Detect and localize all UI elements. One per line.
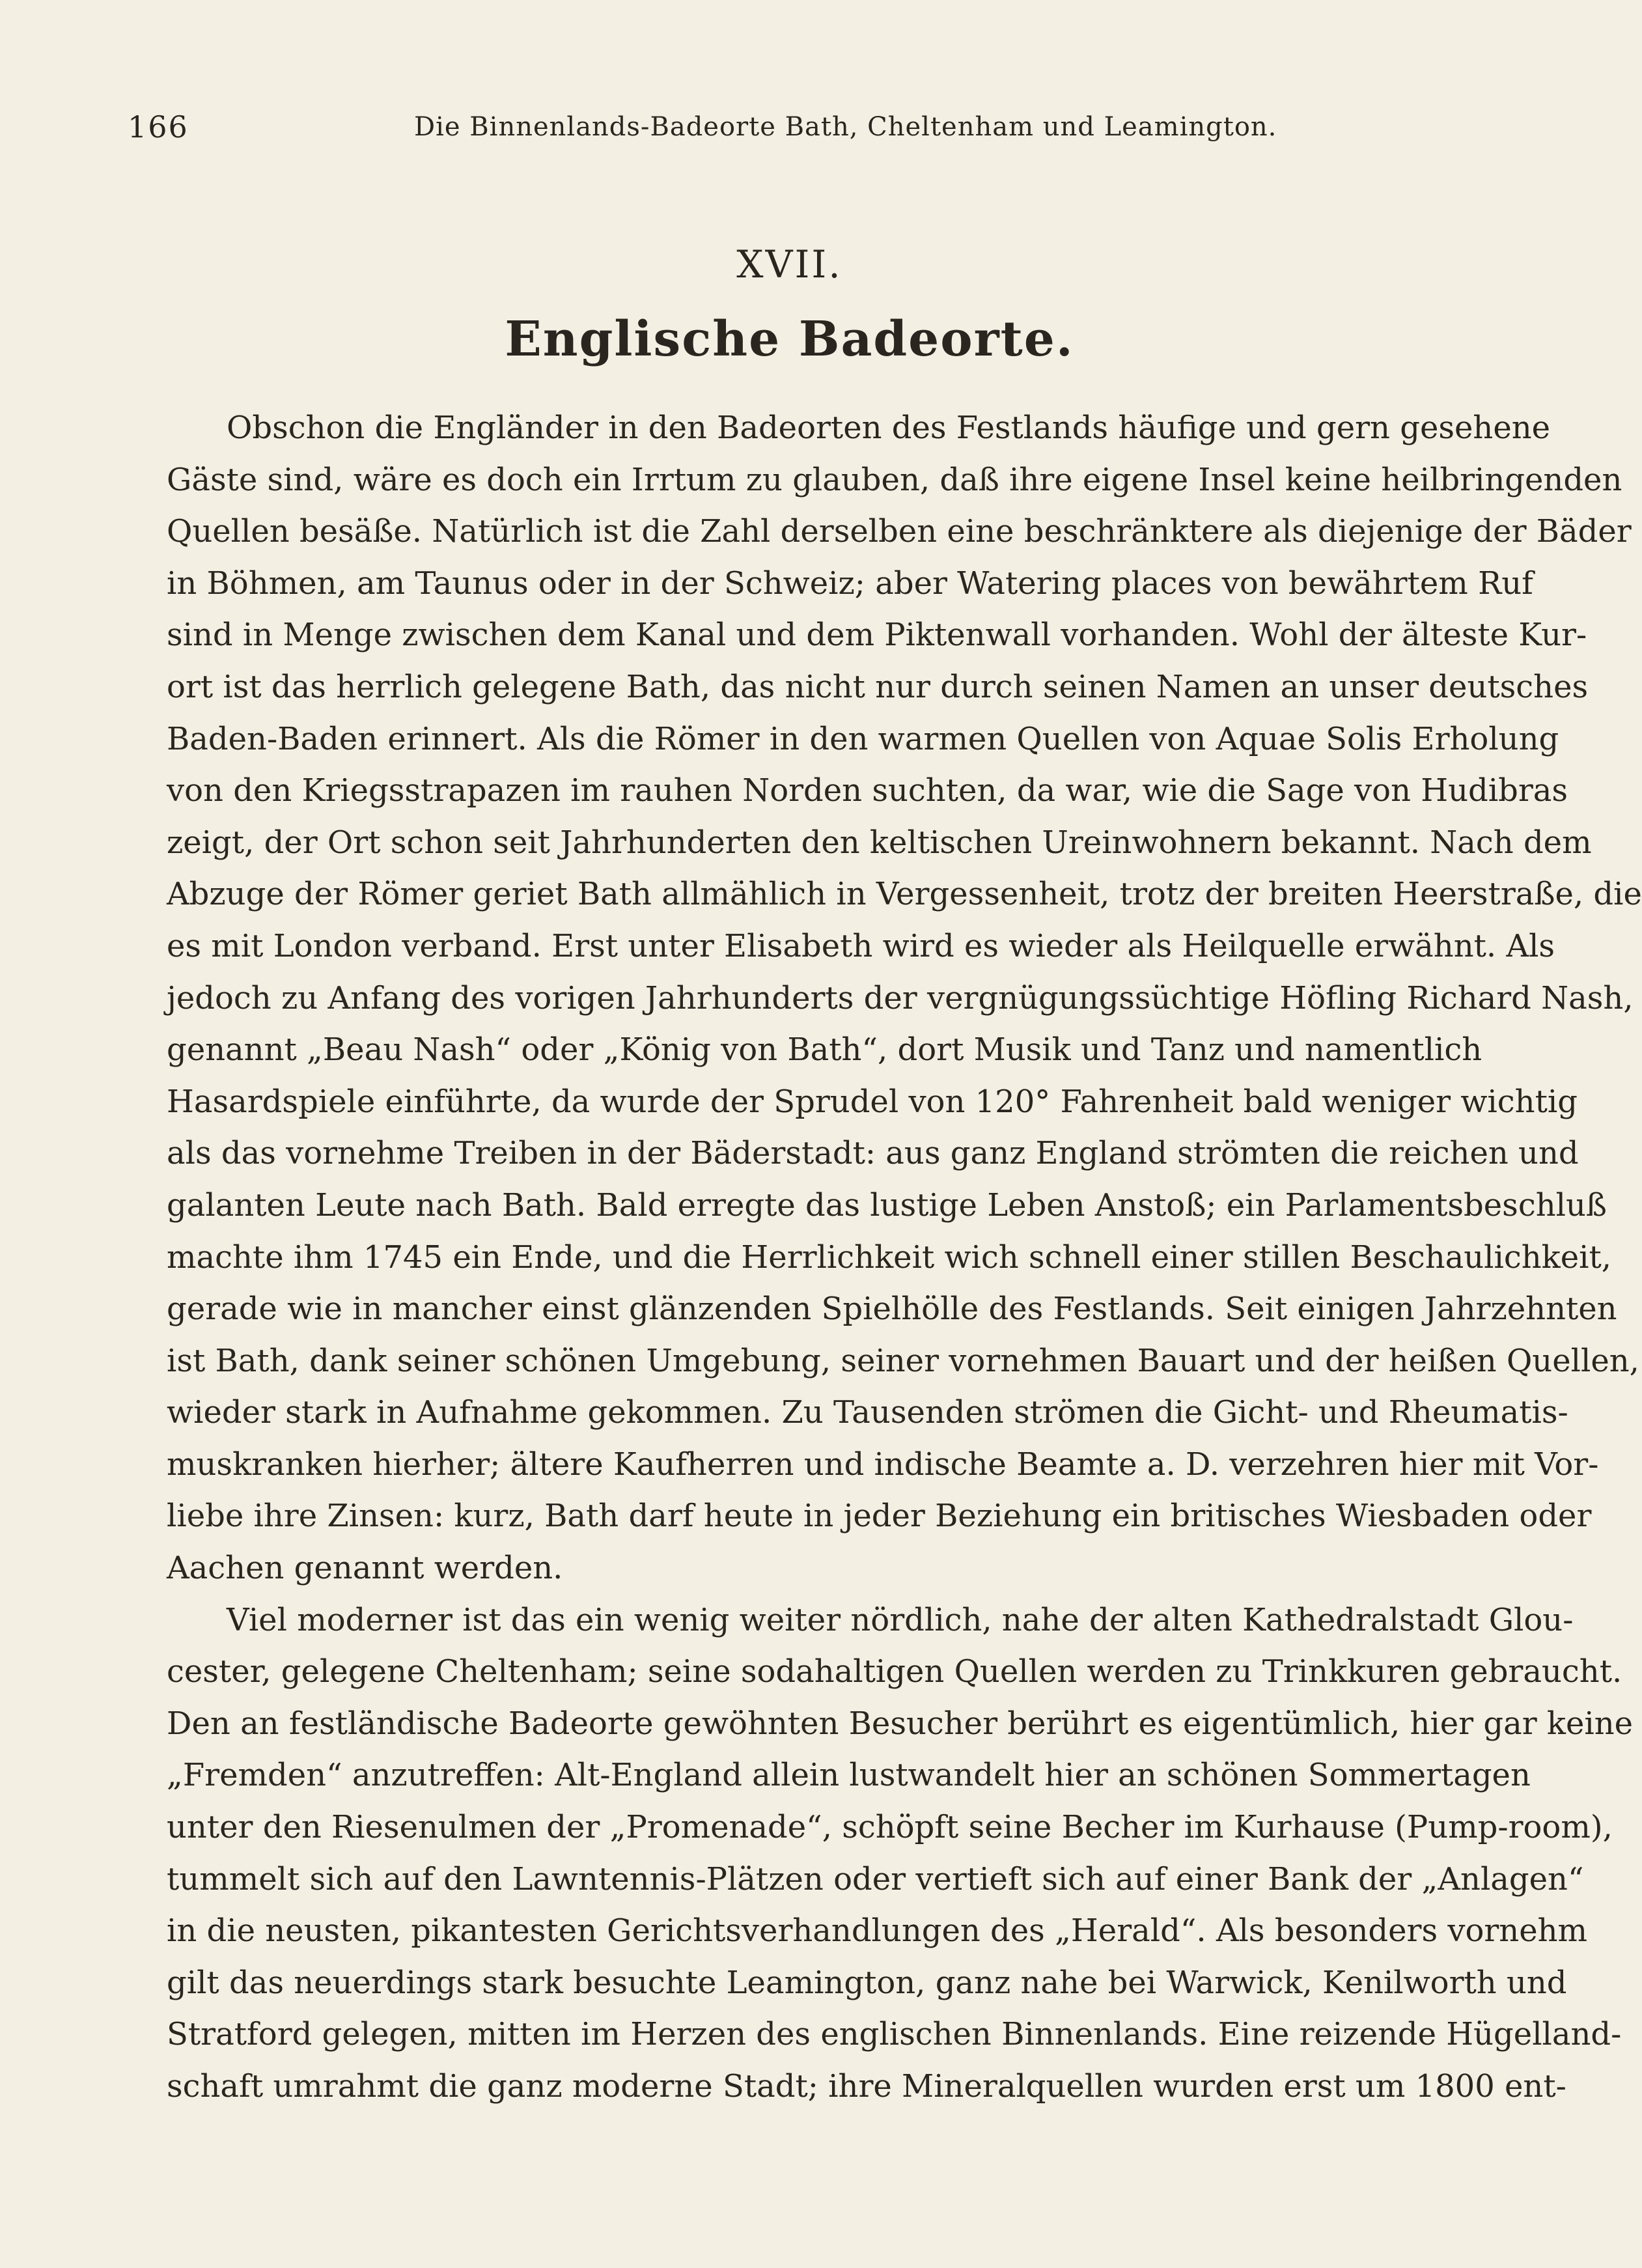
page-number: 166 — [128, 109, 189, 145]
text-line: als das vornehme Treiben in der Bäderstadt: aus ganz England strömten die reichen und — [167, 1135, 1579, 1172]
text-line: ort ist das herrlich gelegene Bath, das nicht nur durch seinen Namen an unser deutsches — [167, 668, 1589, 705]
text-line: gerade wie in mancher einst glänzenden Spielhölle des Festlands. Seit einigen Jahrzehnten — [167, 1291, 1617, 1328]
text-line: es mit London verband. Erst unter Elisabeth wird es wieder als Heilquelle erwähnt. Als — [167, 927, 1555, 964]
text-line: cester, gelegene Cheltenham; seine sodahaltigen Quellen werden zu Trinkkuren gebraucht. — [167, 1653, 1622, 1690]
paragraph-1 — [167, 402, 1642, 1595]
running-title: Die Binnenlands-Badeorte Bath, Cheltenham und Leamington. — [414, 112, 1277, 142]
text-line: Stratford gelegen, mitten im Herzen des englischen Binnenlands. Eine reizende Hügelland- — [167, 2016, 1622, 2053]
text-line: gilt das neuerdings stark besuchte Leamington, ganz nahe bei Warwick, Kenilworth und — [167, 1964, 1567, 2001]
text-line: Abzuge der Römer geriet Bath allmählich in Vergessenheit, trotz der breiten Heerstraße, die — [167, 876, 1642, 913]
text-line: muskranken hierher; ältere Kaufherren und indische Beamte a. D. verzehren hier mit Vor- — [167, 1446, 1599, 1483]
text-line: ist Bath, dank seiner schönen Umgebung, seiner vornehmen Bauart und der heißen Quellen, — [167, 1342, 1639, 1379]
paragraph-2 — [167, 1595, 1634, 2113]
text-line: Obschon die Engländer in den Badeorten des Festlands häufige und gern gesehene — [227, 410, 1551, 446]
text-line: in die neusten, pikantesten Gerichtsverhandlungen des „Herald“. Als besonders vornehm — [167, 1912, 1588, 1950]
text-line: Gäste sind, wäre es doch ein Irrtum zu glauben, daß ihre eigene Insel keine heilbringenden — [167, 461, 1622, 498]
text-line: Viel moderner ist das ein wenig weiter nördlich, nahe der alten Kathedralstadt Glou- — [227, 1601, 1574, 1638]
body-text — [167, 402, 1642, 2113]
text-line: wieder stark in Aufnahme gekommen. Zu Tausenden strömen die Gicht- und Rheumatis- — [167, 1394, 1568, 1431]
text-line: von den Kriegsstrapazen im rauhen Norden suchten, da war, wie die Sage von Hudibras — [167, 772, 1568, 809]
text-line: zeigt, der Ort schon seit Jahrhunderten den keltischen Ureinwohnern bekannt. Nach dem — [167, 824, 1592, 861]
chapter-number: XVII. — [736, 242, 842, 287]
running-head — [128, 109, 1277, 148]
text-line: in Böhmen, am Taunus oder in der Schweiz; aber Watering places von bewährtem Ruf — [167, 565, 1533, 602]
text-line: schaft umrahmt die ganz moderne Stadt; ihre Mineralquellen wurden erst um 1800 ent- — [167, 2068, 1566, 2105]
text-line: genannt „Beau Nash“ oder „König von Bath“, dort Musik und Tanz und namentlich — [167, 1031, 1482, 1069]
text-line: „Fremden“ anzutreffen: Alt-England allein lustwandelt hier an schönen Sommertagen — [167, 1757, 1531, 1794]
text-line: Aachen genannt werden. — [167, 1550, 563, 1587]
text-line: jedoch zu Anfang des vorigen Jahrhunderts der vergnügungssüchtige Höfling Richard Nash, — [167, 979, 1634, 1016]
text-line: unter den Riesenulmen der „Promenade“, schöpft seine Becher im Kurhause (Pump-room), — [167, 1809, 1613, 1846]
text-line: Hasardspiele einführte, da wurde der Sprudel von 120° Fahrenheit bald weniger wichtig — [167, 1083, 1578, 1120]
text-line: sind in Menge zwischen dem Kanal und dem Piktenwall vorhanden. Wohl der älteste Kur- — [167, 617, 1587, 654]
text-line: Baden-Baden erinnert. Als die Römer in den warmen Quellen von Aquae Solis Erholung — [167, 720, 1559, 757]
text-line: galanten Leute nach Bath. Bald erregte das lustige Leben Anstoß; ein Parlamentsbeschluß — [167, 1186, 1607, 1224]
text-line: Quellen besäße. Natürlich ist die Zahl derselben eine beschränktere als diejenige der Bäder — [167, 513, 1632, 550]
text-line: liebe ihre Zinsen: kurz, Bath darf heute in jeder Beziehung ein britisches Wiesbaden oder — [167, 1498, 1592, 1535]
chapter-title: Englische Badeorte. — [505, 311, 1074, 367]
text-line: tummelt sich auf den Lawntennis-Plätzen oder vertieft sich auf einer Bank der „Anlagen“ — [167, 1860, 1584, 1897]
text-line: machte ihm 1745 ein Ende, und die Herrlichkeit wich schnell einer stillen Beschaulichkeit, — [167, 1239, 1612, 1276]
text-line: Den an festländische Badeorte gewöhnten Besucher berührt es eigentümlich, hier gar keine — [167, 1705, 1634, 1742]
